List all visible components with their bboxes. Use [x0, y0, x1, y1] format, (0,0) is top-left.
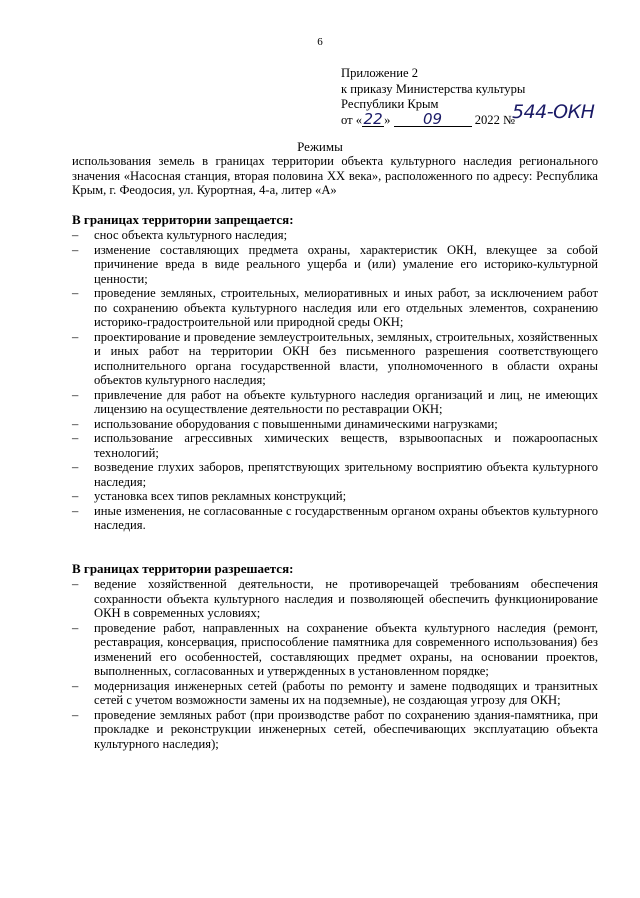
page-number: 6: [317, 36, 323, 48]
list-item: – использование оборудования с повышенными динамическими нагрузками;: [72, 416, 498, 431]
list-item: – проведение земляных, строительных, мелиоративных и иных работ, за исключением работ по сохранению объекта культурного наследия или его отдельных элементов, сохранению историко-градостроительной или природной среды ОКН;: [72, 286, 598, 329]
list-item: – установка всех типов рекламных конструкций;: [72, 489, 347, 503]
list-item: – снос объекта культурного наследия;: [72, 228, 288, 242]
date-mid: »: [384, 112, 391, 127]
list-item: – модернизация инженерных сетей (работы по ремонту и замене подводящих и транзитных сетей с учетом возможности замены их на подземные), не создающая угрозу для ОКН;: [72, 678, 598, 707]
appendix-block: [341, 66, 621, 128]
permitted-heading: В границах территории разрешается:: [72, 561, 294, 576]
date-prefix: от «: [341, 112, 363, 127]
list-item: – возведение глухих заборов, препятствующих зрительному восприятию объекта культурного наследия;: [72, 460, 598, 489]
list-item: – привлечение для работ на объекте культурного наследия организаций и лиц, не имеющих лицензию на осуществление деятельности по реставрации ОКН;: [72, 387, 598, 416]
list-item: – иные изменения, не согласованные с государственным органом охраны объектов культурного наследия.: [72, 503, 598, 532]
intro-paragraph: использования земель в границах территории объекта культурного наследия регионального значения «Насосная станция, вторая половина XX века», расположенного по адресу: Республика Крым, г. Феодосия, ул. Курортная, 4-а, литер «А»: [72, 154, 598, 197]
permitted-section: [72, 561, 598, 751]
list-item: – проектирование и проведение землеустроительных, земляных, строительных, хозяйственных и иных работ на территории ОКН без письменного разрешения соответствующего исполнительного органа государственной власти, уполномоченного в области охраны объектов культурного наследия;: [72, 329, 598, 387]
list-item: – проведение работ, направленных на сохранение объекта культурного наследия (ремонт, реставрация, консервация, приспособление памятника для современного использования) без изменений его особенностей, составляющих предмет охраны, на основании проектов, выполненных, согласованных и утвержденных в установленном порядке;: [72, 620, 598, 678]
appendix-line-2: к приказу Министерства культуры: [341, 81, 526, 96]
document-title: Режимы: [297, 139, 343, 154]
date-year: 2022 №: [474, 112, 516, 127]
list-item: – изменение составляющих предмета охраны, характеристик ОКН, влекущее за собой причинение вреда в виде реального ущерба и (или) умаление его историко-культурной ценности;: [72, 242, 598, 286]
prohibited-list: [72, 228, 598, 533]
list-item: – проведение земляных работ (при производстве работ по сохранению здания-памятника, при прокладке и реконструкции инженерных сетей, обеспечивающих эксплуатацию объекта культурного наследия);: [72, 707, 598, 751]
list-item: – использование агрессивных химических веществ, взрывоопасных и пожароопасных технологий;: [72, 431, 598, 460]
handwritten-order-number: 544-ОКН: [512, 100, 595, 123]
permitted-list: [72, 577, 598, 751]
appendix-line-3: Республики Крым: [341, 97, 439, 111]
handwritten-day: 22: [363, 109, 383, 128]
handwritten-month: 09: [394, 113, 472, 127]
prohibited-heading: В границах территории запрещается:: [72, 212, 294, 227]
list-item: – ведение хозяйственной деятельности, не противоречащей требованиям обеспечения сохранности объекта культурного наследия и позволяющей обеспечить функционирование ОКН в современных условиях;: [72, 577, 598, 620]
appendix-line-1: Приложение 2: [341, 66, 419, 80]
prohibited-section: [72, 212, 598, 533]
